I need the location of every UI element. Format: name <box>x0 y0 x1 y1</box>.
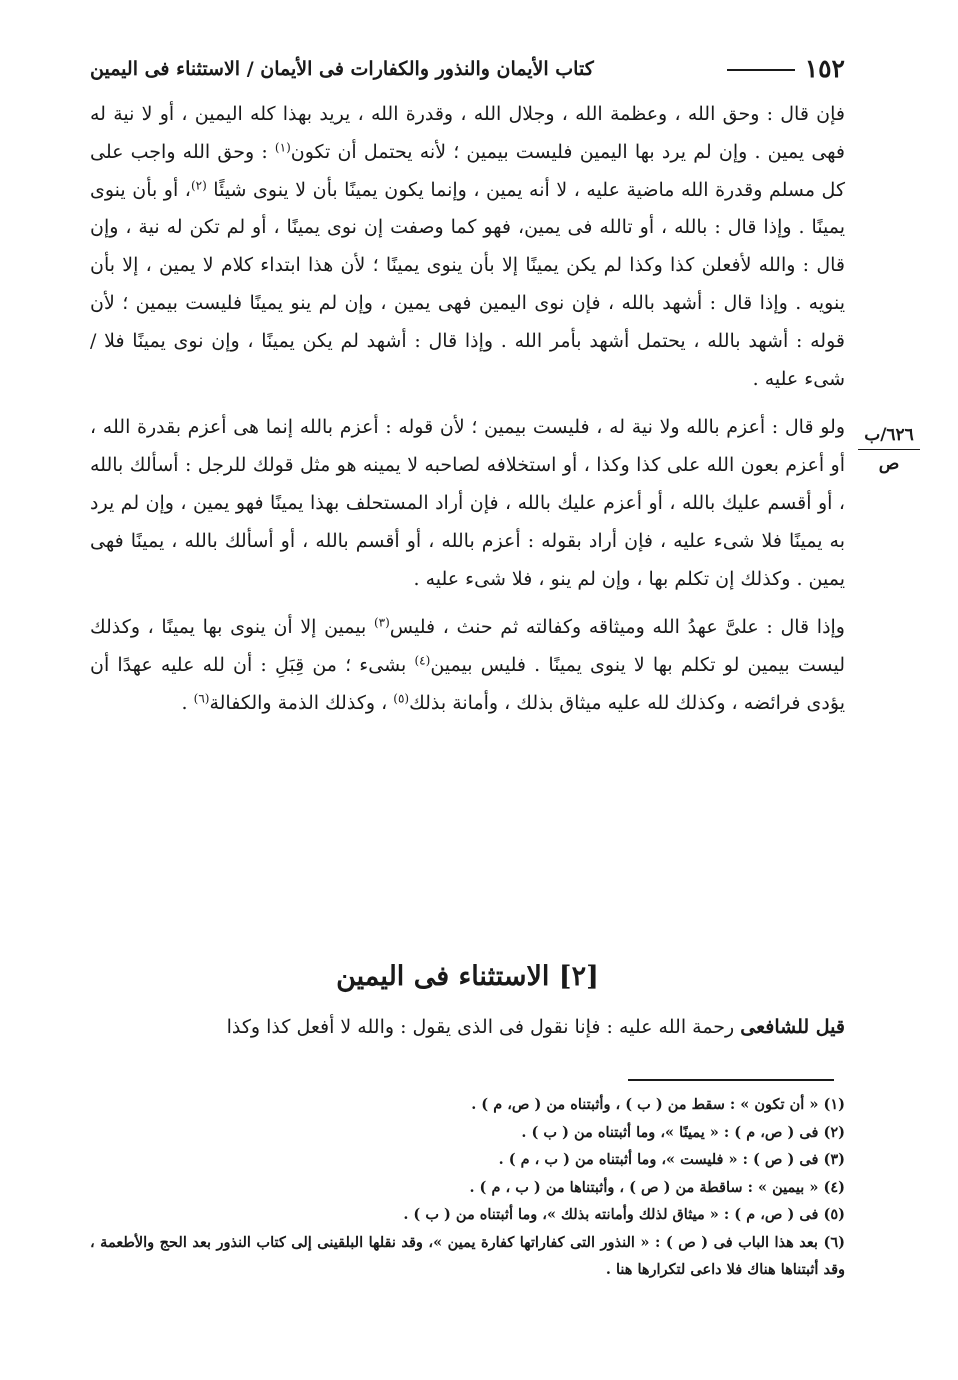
paragraph-3-text-b: بيمين إلا أن ينوى بها يمينًا ، وكذلك ليست بيمين لو تكلم بها لا ينوى يمينًا . فليس بيمين <box>90 616 845 677</box>
section-intro-lead: قيل للشافعى <box>740 1016 845 1038</box>
footnote-separator <box>628 1079 834 1081</box>
footnote-ref-3: (٣) <box>373 615 390 630</box>
paragraph-1-text-b: : وحق الله واجب على كل مسلم وقدرة الله ماضية عليه ، لا أنه يمين ، وإنما يكون يمينًا بأن لا ينوى شيئًا <box>90 140 845 201</box>
footnote-ref-6: (٦) <box>193 691 210 706</box>
main-text <box>90 96 845 735</box>
paragraph-3-text-e: . <box>181 691 194 714</box>
paragraph-3-text-d: ، وكذلك الذمة والكفالة <box>209 691 394 714</box>
footnote-3: (٣) فى ( ص ) : « فليست »، وما أثبتناه من ( ب ، م ) . <box>498 1151 845 1168</box>
footnote-4: (٤) « بيمين » : ساقطة من ( ص ) ، وأثبتناها من ( ب ، م ) . <box>469 1178 845 1196</box>
paragraph-2: ولو قال : أعزم بالله ولا نية له ، فليست بيمين ؛ لأن قوله : أعزم بالله إنما هى أعزم بقدرة الله ، أو أعزم بعون الله على كذا وكذا ، أو استخلافه لصاحبه لا يمينه هو مثل قولك للرجل : أسألك بالله ، أو أقسم عليك بالله ، أو أعزم عليك بالله ، فإن أراد المستحلف بهذا يمينًا فهو يمين ، وإن لم يرد به يمينًا فلا شىء عليه ، فإن أراد بقوله : أعزم بالله ، أو أقسم بالله ، أو أسألك بالله ، يمينًا فهى يمين . وكذلك إن تكلم بها ، وإن لم ينو ، فلا شىء عليه . <box>90 416 845 590</box>
footnote-ref-1: (١) <box>274 140 291 155</box>
page-header <box>90 52 845 86</box>
header-rule <box>727 69 795 71</box>
footnote-6: (٦) بعد هذا الباب فى ( ص ) : « النذور التى كفاراتها كفارة يمين »، وقد نقلها البلقينى إلى كتاب النذور بعد الحج والأطعمة ، وقد أثبتناها هناك فلا داعى لتكرارها هنا . <box>90 1233 845 1278</box>
footnote-ref-5: (٥) <box>393 691 410 706</box>
paragraph-1 <box>90 96 845 398</box>
footnotes <box>90 1091 845 1283</box>
section-intro <box>90 1008 845 1046</box>
paragraph-1-text-c: ، أو بأن ينوى يمينًا . وإذا قال : بالله ، أو تالله فى يمين، فهو كما وصفت إن نوى يمينًا ، أو لم تكن له نية ، وإن قال : والله لأفعلن كذا وكذا لم يكن يمينًا إلا بأن ينوى يمينًا ؛ لأن هذا ابتداء كلام لا يمين ، إلا بأن ينويه . وإذا قال : أشهد بالله ، فإن نوى اليمين فهى يمين ، وإن لم ينو يمينًا فليست بيمين ؛ لأن قوله : أشهد بالله ، يحتمل أشهد بأمر الله . وإذا قال : أشهد لم يكن يمينًا ، وإن نوى يمينًا فلا /شىء عليه . <box>90 178 845 390</box>
footnote-ref-2: (٢) <box>190 178 207 192</box>
paragraph-1-text-a: فإن قال : وحق الله ، وعظمة الله ، وجلال الله ، وقدرة الله ، يريد بهذا كله اليمين ، أو لا نية له فهى يمين . وإن لم يرد بها اليمين فليست بيمين ؛ لأنه يحتمل أن تكون <box>90 103 845 163</box>
footnote-2: (٢) فى ( ص، م ) : « يمينًا »، وما أثبتناه من ( ب ) . <box>521 1123 845 1141</box>
margin-rule <box>858 449 920 450</box>
footnote-ref-4: (٤) <box>414 653 431 668</box>
running-title: كتاب الأيمان والنذور والكفارات فى الأيمان / الاستثناء فى اليمين <box>90 58 594 80</box>
margin-manuscript-sigil: ص <box>878 454 900 474</box>
paragraph-3-text-c: بشىء ؛ من قِبَلِ : أن لله عليه عهدًا أن يؤدى فرائضه ، وكذلك لله عليه ميثاق بذلك ، وأمانة بذلك <box>90 654 845 714</box>
footnote-5: (٥) فى ( ص، م ) : « ميثاق لذلك وأمانته بذلك »، وما أثبتناه من ( ب ) . <box>403 1206 845 1223</box>
paragraph-3 <box>90 609 845 722</box>
paragraph-3-text-a: وإذا قال : علىَّ عهدُ الله وميثاقه وكفالته ثم حنث ، فليس <box>389 616 845 639</box>
margin-folio-ref: ٦٢٦/ب <box>864 425 914 445</box>
section-heading: [٢] الاستثناء فى اليمين <box>336 961 599 992</box>
page-number: ١٥٢ <box>804 54 845 83</box>
footnote-1: (١) « أن تكون » : سقط من ( ب ) ، وأثبتناه من ( ص، م ) . <box>471 1096 845 1113</box>
section-intro-text: رحمة الله عليه : فإنا نقول فى الذى يقول : والله لا أفعل كذا وكذا <box>226 1016 741 1038</box>
manuscript-margin-note <box>858 423 920 476</box>
